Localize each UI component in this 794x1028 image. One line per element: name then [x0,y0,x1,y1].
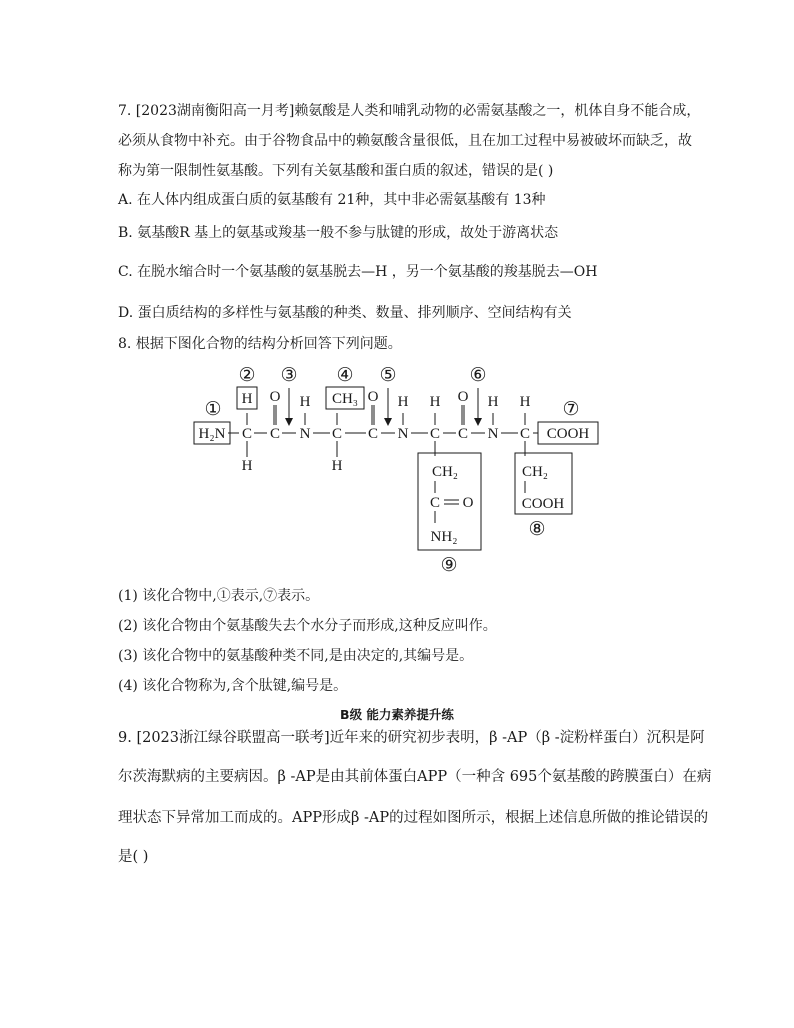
atom-c: C [519,426,531,442]
atom-c: C [367,426,379,442]
atom-c: C [269,426,281,442]
r-group-9-ch2: CH₂ [431,464,459,480]
peptide-structure-diagram [185,360,615,575]
q8-sub-1: (1) 该化合物中,①表示,⑦表示。 [118,588,320,604]
atom-n: N [487,426,499,442]
atom-h: H [429,394,441,410]
atom-c: C [429,426,441,442]
q8-stem: 8. 根据下图化合物的结构分析回答下列问题。 [118,336,402,352]
atom-c: C [457,426,469,442]
marker-6: ⑥ [469,365,487,386]
atom-h: H [299,394,311,410]
atom-n: N [299,426,311,442]
carboxyl-group-label: COOH [546,426,590,442]
atom-h: H [519,394,531,410]
q7-stem-line-1: 7. [2023湖南衡阳高一月考]赖氨酸是人类和哺乳动物的必需氨基酸之一，机体自身不能合成， [118,103,701,119]
atom-h: H [241,458,253,474]
atom-h: H [331,458,343,474]
marker-1: ① [204,399,222,420]
marker-4: ④ [336,365,354,386]
marker-7: ⑦ [562,399,580,420]
r-group-9-nh2: NH₂ [430,529,458,545]
marker-2: ② [238,365,256,386]
q7-option-c: C. 在脱水缩合时一个氨基酸的氨基脱去—H ，另一个氨基酸的羧基脱去—OH [118,264,598,280]
section-heading: B级 能力素养提升练 [340,707,454,722]
q7-option-d: D. 蛋白质结构的多样性与氨基酸的种类、数量、排列顺序、空间结构有关 [118,305,572,321]
marker-3: ③ [280,365,298,386]
q7-stem-line-2: 必须从食物中补充。由于谷物食品中的赖氨酸含量很低，且在加工过程中易被破坏而缺乏，故 [118,133,692,149]
atom-h: H [241,391,253,407]
q7-option-a: A. 在人体内组成蛋白质的氨基酸有 21种，其中非必需氨基酸有 13种 [118,192,546,208]
r-group-8-ch2: CH₂ [521,464,549,480]
amino-group-label: H₂N [198,426,226,442]
r-group-9-c: C [429,495,441,511]
q8-sub-3: (3) 该化合物中的氨基酸种类不同,是由决定的,其编号是。 [118,648,474,664]
atom-o: O [269,389,281,405]
q8-sub-2: (2) 该化合物由个氨基酸失去个水分子而形成,这种反应叫作。 [118,618,497,634]
marker-8: ⑧ [528,519,546,540]
atom-o: O [367,389,379,405]
atom-c: C [331,426,343,442]
q8-sub-4: (4) 该化合物称为,含个肽键,编号是。 [118,678,348,694]
r-group-8-cooh: COOH [521,496,565,512]
q7-stem-line-3: 称为第一限制性氨基酸。下列有关氨基酸和蛋白质的叙述，错误的是( ) [118,163,554,179]
atom-c: C [241,426,253,442]
marker-5: ⑤ [379,365,397,386]
atom-h: H [487,394,499,410]
q9-stem-line-2: 尔茨海默病的主要病因。β -AP是由其前体蛋白APP（一种含 695个氨基酸的跨膜蛋白）在病 [118,769,712,785]
atom-n: N [397,426,409,442]
atom-o: O [457,389,469,405]
q9-stem-line-3: 理状态下异常加工而成的。APP形成β -AP的过程如图所示，根据上述信息所做的推论错误的 [118,810,709,826]
marker-9: ⑨ [440,555,458,576]
q7-option-b: B. 氨基酸R 基上的氨基或羧基一般不参与肽键的形成，故处于游离状态 [118,225,559,241]
q9-stem-line-1: 9. [2023浙江绿谷联盟高一联考]近年来的研究初步表明，β -AP（β -淀粉样蛋白）沉积是阿 [118,730,705,746]
q9-stem-line-4: 是( ) [118,849,149,865]
methyl-group-label: CH₃ [331,391,359,407]
r-group-9-o: O [462,495,474,511]
atom-h: H [397,394,409,410]
